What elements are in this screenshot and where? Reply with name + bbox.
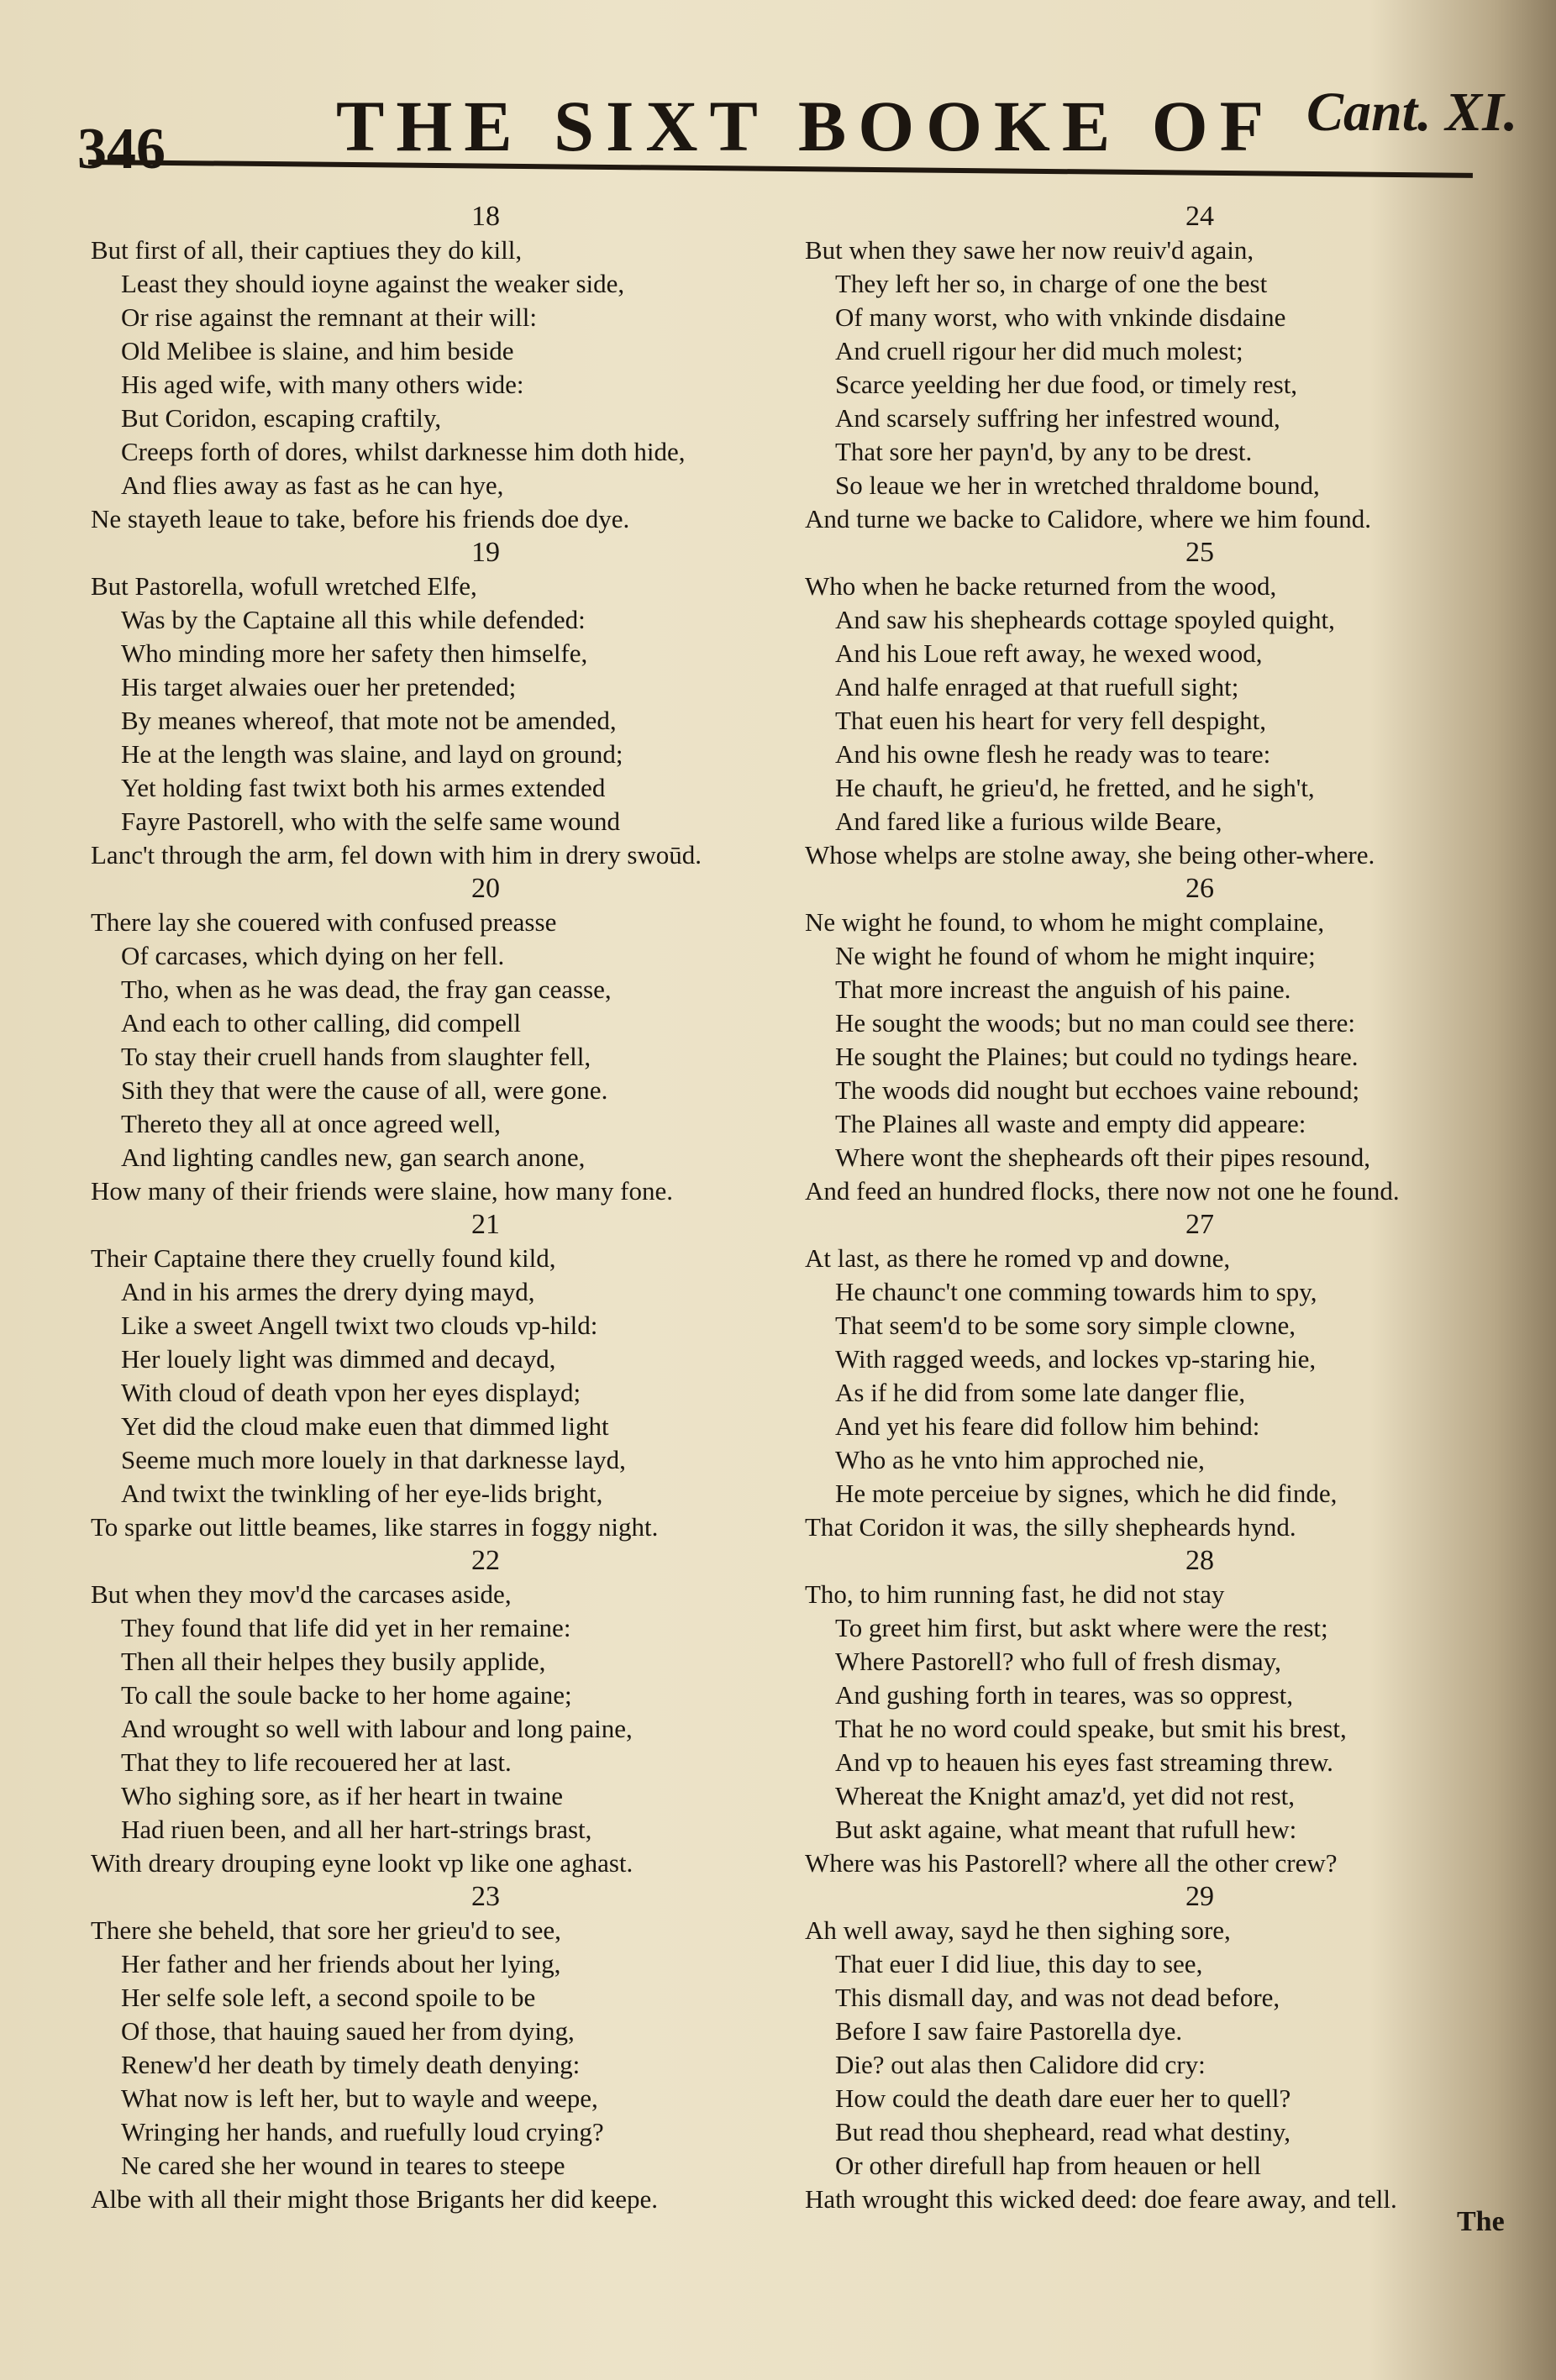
verse-line: Or other direfull hap from heauen or hell bbox=[835, 2151, 1262, 2180]
verse-line: This dismall day, and was not dead before, bbox=[835, 1983, 1280, 2012]
verse-line: How could the death dare euer her to quell? bbox=[835, 2083, 1291, 2113]
verse-line: Yet did the cloud make euen that dimmed light bbox=[121, 1411, 609, 1441]
stanza-number: 26 bbox=[1185, 873, 1214, 904]
stanza-number: 24 bbox=[1185, 201, 1214, 232]
verse-line: That more increast the anguish of his paine. bbox=[835, 975, 1291, 1004]
verse-line: That Coridon it was, the silly shepheards hynd. bbox=[805, 1512, 1296, 1542]
verse-line: Who when he backe returned from the wood, bbox=[805, 571, 1277, 601]
verse-line: Where Pastorell? who full of fresh dismay, bbox=[835, 1647, 1281, 1676]
verse-line: And lighting candles new, gan search anone, bbox=[121, 1143, 586, 1172]
verse-line: His aged wife, with many others wide: bbox=[121, 370, 524, 399]
verse-line: To greet him first, but askt where were the rest; bbox=[835, 1613, 1328, 1642]
verse-line: And in his armes the drery dying mayd, bbox=[121, 1277, 535, 1306]
verse-line: But askt againe, what meant that rufull hew: bbox=[835, 1815, 1297, 1844]
page-number: 346 bbox=[77, 117, 166, 181]
running-title: THE SIXT BOOKE OF bbox=[336, 86, 1276, 166]
verse-line: And each to other calling, did compell bbox=[121, 1008, 522, 1038]
verse-line: He at the length was slaine, and layd on ground; bbox=[121, 739, 623, 769]
verse-line: That euen his heart for very fell despight, bbox=[835, 706, 1267, 735]
verse-line: What now is left her, but to wayle and weepe, bbox=[121, 2083, 598, 2113]
stanza bbox=[805, 536, 1527, 872]
verse-line: Ne wight he found, to whom he might complaine, bbox=[805, 907, 1325, 937]
left-column bbox=[91, 200, 813, 2216]
verse-line: And scarsely suffring her infestred wound, bbox=[835, 403, 1280, 433]
stanza-number: 25 bbox=[1185, 537, 1214, 568]
verse-line: Like a sweet Angell twixt two clouds vp-hild: bbox=[121, 1311, 598, 1340]
verse-line: Sith they that were the cause of all, were gone. bbox=[121, 1075, 608, 1105]
verse-line: Die? out alas then Calidore did cry: bbox=[835, 2050, 1206, 2079]
stanza bbox=[91, 200, 813, 536]
verse-line: Who sighing sore, as if her heart in twaine bbox=[121, 1781, 563, 1810]
verse-line: That seem'd to be some sory simple clowne, bbox=[835, 1311, 1296, 1340]
verse-line: Had riuen been, and all her hart-strings brast, bbox=[121, 1815, 592, 1844]
verse-line: Creeps forth of dores, whilst darknesse him doth hide, bbox=[121, 437, 686, 466]
verse-line: Was by the Captaine all this while defended: bbox=[121, 605, 586, 634]
verse-line: He mote perceiue by signes, which he did finde, bbox=[835, 1479, 1338, 1508]
verse-line: His target alwaies ouer her pretended; bbox=[121, 672, 517, 701]
verse-line: Then all their helpes they busily applide, bbox=[121, 1647, 546, 1676]
stanza bbox=[91, 536, 813, 872]
verse-line: The Plaines all waste and empty did appeare: bbox=[835, 1109, 1306, 1138]
verse-line: Before I saw faire Pastorella dye. bbox=[835, 2016, 1183, 2046]
verse-line: And his Loue reft away, he wexed wood, bbox=[835, 638, 1263, 668]
stanza-number: 19 bbox=[471, 537, 500, 568]
verse-line: And his owne flesh he ready was to teare: bbox=[835, 739, 1271, 769]
verse-line: With dreary drouping eyne lookt vp like one aghast. bbox=[91, 1848, 633, 1878]
verse-line: And fared like a furious wilde Beare, bbox=[835, 806, 1222, 836]
stanza bbox=[805, 200, 1527, 536]
verse-line: Least they should ioyne against the weaker side, bbox=[121, 269, 625, 298]
verse-line: And feed an hundred flocks, there now not one he found. bbox=[805, 1176, 1400, 1206]
verse-line: He sought the Plaines; but could no tydings heare. bbox=[835, 1042, 1359, 1071]
verse-line: Whose whelps are stolne away, she being other-where. bbox=[805, 840, 1375, 870]
verse-line: To sparke out little beames, like starres in foggy night. bbox=[91, 1512, 659, 1542]
verse-line: Or rise against the remnant at their will: bbox=[121, 302, 537, 332]
verse-line: Her louely light was dimmed and decayd, bbox=[121, 1344, 556, 1374]
verse-line: Fayre Pastorell, who with the selfe same wound bbox=[121, 806, 621, 836]
verse-line: Where wont the shepheards oft their pipes resound, bbox=[835, 1143, 1371, 1172]
verse-line: Scarce yeelding her due food, or timely rest, bbox=[835, 370, 1298, 399]
verse-line: And cruell rigour her did much molest; bbox=[835, 336, 1243, 365]
verse-line: Who as he vnto him approched nie, bbox=[835, 1445, 1205, 1474]
verse-line: By meanes whereof, that mote not be amended, bbox=[121, 706, 617, 735]
page-header bbox=[0, 67, 1556, 181]
catchword: The bbox=[1457, 2206, 1505, 2237]
verse-line: And flies away as fast as he can hye, bbox=[121, 470, 504, 500]
verse-line: Old Melibee is slaine, and him beside bbox=[121, 336, 514, 365]
verse-line: Thereto they all at once agreed well, bbox=[121, 1109, 501, 1138]
verse-line: And halfe enraged at that ruefull sight; bbox=[835, 672, 1239, 701]
verse-line: Yet holding fast twixt both his armes extended bbox=[121, 773, 606, 802]
verse-line: With ragged weeds, and lockes vp-staring hie, bbox=[835, 1344, 1317, 1374]
stanza bbox=[91, 1880, 813, 2216]
right-column bbox=[805, 200, 1527, 2216]
stanza-number: 22 bbox=[471, 1545, 500, 1576]
verse-line: Ah well away, sayd he then sighing sore, bbox=[805, 1915, 1231, 1945]
verse-line: And wrought so well with labour and long paine, bbox=[121, 1714, 633, 1743]
verse-line: Her father and her friends about her lying, bbox=[121, 1949, 561, 1978]
stanza-number: 29 bbox=[1185, 1881, 1214, 1912]
verse-line: Ne stayeth leaue to take, before his friends doe dye. bbox=[91, 504, 630, 533]
verse-line: The woods did nought but ecchoes vaine rebound; bbox=[835, 1075, 1360, 1105]
verse-line: There she beheld, that sore her grieu'd to see, bbox=[91, 1915, 561, 1945]
verse-line: And twixt the twinkling of her eye-lids bright, bbox=[121, 1479, 603, 1508]
verse-line: That he no word could speake, but smit his brest, bbox=[835, 1714, 1347, 1743]
stanza bbox=[805, 1880, 1527, 2216]
verse-line: Whereat the Knight amaz'd, yet did not rest, bbox=[835, 1781, 1296, 1810]
verse-line: At last, as there he romed vp and downe, bbox=[805, 1243, 1231, 1273]
verse-line: Their Captaine there they cruelly found kild, bbox=[91, 1243, 556, 1273]
verse-line: Her selfe sole left, a second spoile to be bbox=[121, 1983, 536, 2012]
verse-line: Ne wight he found of whom he might inquire; bbox=[835, 941, 1316, 970]
verse-line: But when they mov'd the carcases aside, bbox=[91, 1579, 512, 1609]
verse-line: How many of their friends were slaine, how many fone. bbox=[91, 1176, 673, 1206]
stanza bbox=[805, 1208, 1527, 1544]
verse-line: That euer I did liue, this day to see, bbox=[835, 1949, 1203, 1978]
verse-line: With cloud of death vpon her eyes displayd; bbox=[121, 1378, 581, 1407]
verse-line: But first of all, their captiues they do kill, bbox=[91, 235, 523, 265]
verse-line: And yet his feare did follow him behind: bbox=[835, 1411, 1260, 1441]
verse-line: Where was his Pastorell? where all the other crew? bbox=[805, 1848, 1338, 1878]
verse-line: And saw his shepheards cottage spoyled quight, bbox=[835, 605, 1335, 634]
verse-line: As if he did from some late danger flie, bbox=[835, 1378, 1246, 1407]
verse-line: Albe with all their might those Brigants her did keepe. bbox=[91, 2184, 658, 2214]
stanza bbox=[91, 872, 813, 1208]
verse-line: And gushing forth in teares, was so opprest, bbox=[835, 1680, 1293, 1710]
verse-line: They left her so, in charge of one the best bbox=[835, 269, 1268, 298]
stanza bbox=[805, 872, 1527, 1208]
verse-line: To call the soule backe to her home againe; bbox=[121, 1680, 572, 1710]
verse-line: But Pastorella, wofull wretched Elfe, bbox=[91, 571, 477, 601]
verse-line: Tho, to him running fast, he did not stay bbox=[805, 1579, 1225, 1609]
stanza-number: 27 bbox=[1185, 1209, 1214, 1240]
verse-line: He chaunc't one comming towards him to spy, bbox=[835, 1277, 1317, 1306]
verse-line: He sought the woods; but no man could see there: bbox=[835, 1008, 1356, 1038]
stanza-number: 23 bbox=[471, 1881, 500, 1912]
stanza bbox=[91, 1544, 813, 1880]
verse-line: To stay their cruell hands from slaughter fell, bbox=[121, 1042, 591, 1071]
stanza-number: 20 bbox=[471, 873, 500, 904]
verse-line: Of carcases, which dying on her fell. bbox=[121, 941, 505, 970]
verse-line: He chauft, he grieu'd, he fretted, and he sigh't, bbox=[835, 773, 1315, 802]
verse-line: Of those, that hauing saued her from dying, bbox=[121, 2016, 575, 2046]
verse-line: But Coridon, escaping craftily, bbox=[121, 403, 442, 433]
verse-line: Wringing her hands, and ruefully loud crying? bbox=[121, 2117, 604, 2146]
stanza-number: 18 bbox=[471, 201, 500, 232]
verse-line: Hath wrought this wicked deed: doe feare away, and tell. bbox=[805, 2184, 1397, 2214]
stanza bbox=[805, 1544, 1527, 1880]
verse-line: Of many worst, who with vnkinde disdaine bbox=[835, 302, 1286, 332]
verse-line: Lanc't through the arm, fel down with him in drery swoūd. bbox=[91, 840, 702, 870]
verse-line: So leaue we her in wretched thraldome bound, bbox=[835, 470, 1320, 500]
verse-line: But read thou shepheard, read what destiny, bbox=[835, 2117, 1291, 2146]
verse-line: Renew'd her death by timely death denying: bbox=[121, 2050, 581, 2079]
stanza bbox=[91, 1208, 813, 1544]
verse-line: And turne we backe to Calidore, where we him found. bbox=[805, 504, 1372, 533]
verse-line: That sore her payn'd, by any to be drest. bbox=[835, 437, 1253, 466]
verse-line: Ne cared she her wound in teares to steepe bbox=[121, 2151, 565, 2180]
verse-line: There lay she couered with confused preasse bbox=[91, 907, 557, 937]
verse-line: Who minding more her safety then himselfe, bbox=[121, 638, 588, 668]
verse-line: They found that life did yet in her remaine: bbox=[121, 1613, 571, 1642]
verse-line: Seeme much more louely in that darknesse layd, bbox=[121, 1445, 626, 1474]
verse-line: That they to life recouered her at last. bbox=[121, 1747, 512, 1777]
canto-label: Cant. XI. bbox=[1306, 81, 1518, 143]
stanza-number: 21 bbox=[471, 1209, 500, 1240]
verse-line: And vp to heauen his eyes fast streaming threw. bbox=[835, 1747, 1333, 1777]
stanza-number: 28 bbox=[1185, 1545, 1214, 1576]
verse-line: But when they sawe her now reuiv'd again, bbox=[805, 235, 1254, 265]
verse-line: Tho, when as he was dead, the fray gan ceasse, bbox=[121, 975, 612, 1004]
